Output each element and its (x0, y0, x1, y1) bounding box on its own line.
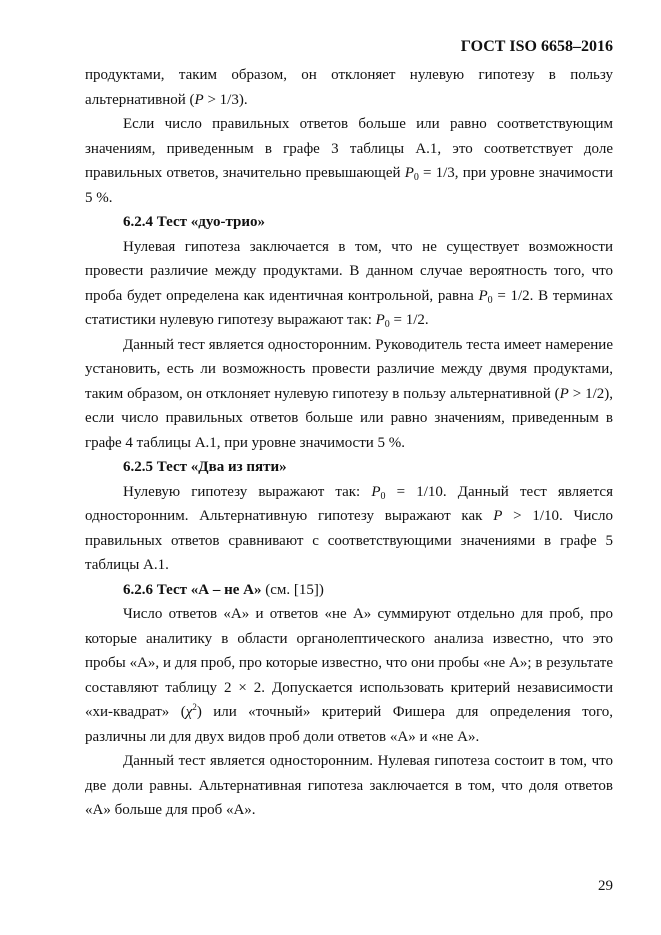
variable-p: P (375, 312, 385, 328)
paragraph (85, 112, 613, 210)
subscript: 0 (413, 172, 419, 183)
section-heading-6-2-5 (85, 455, 613, 480)
paragraph-continued (85, 63, 613, 112)
variable-p: P (404, 165, 414, 181)
section-number: 6.2.4 (123, 214, 153, 230)
subscript: 0 (487, 294, 493, 306)
text-run: ) или «точный» критерий Фишера для определения того, различны ли для двух видов проб доли ответов «А» и «не А». (85, 704, 613, 745)
section-heading-6-2-6 (85, 578, 613, 603)
section-heading-6-2-4 (85, 210, 613, 235)
variable-p: P (194, 91, 204, 108)
paragraph (85, 333, 613, 456)
subscript: 0 (384, 319, 390, 330)
text-run: Данный тест является односторонним. Руководитель теста имеет намерение установить, есть ли возможность провести различие между двумя продуктами, таким образом, он отклоняет нулевую гипотезу в пользу альтернативной ( (85, 336, 613, 402)
document-body (85, 63, 613, 823)
text-run: Если число правильных ответов больше или равно соответствующим значениям, приведенным в графе 3 таблицы А.1, это соответствует доле правильных ответов, значительно превышающей (85, 116, 613, 181)
text-run: > 1/10. Число правильных ответов сравнивают с соответствующими значениями в графе 5 таблицы А.1. (85, 508, 613, 573)
section-title: Тест «А – не А» (156, 581, 262, 598)
variable-p: P (493, 508, 503, 524)
section-title: Тест «дуо-трио» (156, 214, 266, 230)
paragraph (85, 235, 613, 333)
text-run: Нулевую гипотезу выражают так: (123, 483, 372, 500)
text-run: > 1/3). (203, 91, 248, 108)
text-run: Нулевая гипотеза заключается в том, что не существует возможности провести различие между продуктами. В данном случае вероятность того, что проба будет определена как идентичная контрольной, равна (85, 238, 613, 304)
paragraph: Данный тест является односторонним. Нулевая гипотеза состоит в том, что две доли равны. Альтернативная гипотеза заключается в том, что доля ответов «А» больше для проб «А». (85, 753, 613, 818)
superscript: 2 (192, 702, 197, 712)
variable-p: P (371, 483, 381, 500)
text-run: продуктами, таким образом, он отклоняет нулевую гипотезу в пользу альтернативной ( (85, 67, 613, 108)
section-number: 6.2.5 (123, 459, 153, 475)
variable-p: P (559, 385, 569, 402)
subscript: 0 (380, 490, 386, 502)
text-run: = 1/2. В терминах статистики нулевую гипотезу выражают так: (85, 287, 613, 328)
variable-p: P (478, 287, 488, 304)
page-number: 29 (598, 878, 613, 894)
section-title: Тест «Два из пяти» (156, 459, 287, 475)
section-number: 6.2.6 (123, 581, 153, 598)
standard-header: ГОСТ ISO 6658–2016 (460, 38, 613, 55)
section-reference: (см. [15]) (261, 581, 324, 598)
text-run: = 1/3, при уровне значимости 5 %. (85, 165, 614, 206)
text-run: > 1/2), если число правильных ответов больше или равно значениям, приведенным в графе 4 таблицы А.1, при уровне значимости 5 %. (85, 385, 613, 451)
text-run: Число ответов «А» и ответов «не А» суммируют отдельно для проб, про которые аналитику в области органолептического анализа известно, что это пробы «А», и для проб, про которые известно, что они пробы «не А»; в результате составляют таблицу 2 × 2. Допускается использовать критерий независимости «хи-квадрат» ( (85, 606, 613, 720)
paragraph (85, 480, 613, 578)
variable-chi: χ (185, 704, 193, 720)
text-run: = 1/2. (389, 312, 429, 328)
paragraph (85, 602, 613, 749)
text-run: = 1/10. Данный тест является односторонним. Альтернативную гипотезу выражают как (85, 483, 613, 524)
